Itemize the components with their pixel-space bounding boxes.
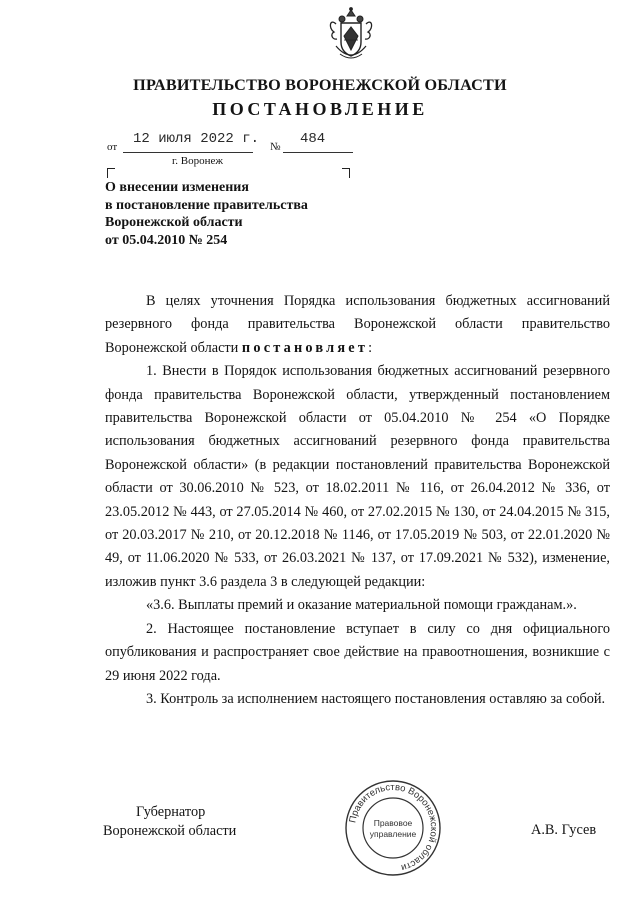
paragraph-3: 3. Контроль за исполнением настоящего постановления оставляю за собой. <box>146 690 606 707</box>
paragraph-2: 2. Настоящее постановление вступает в силу со дня официального опубликования и распространяет свое действие на правоотношения, возникшие с 29 июня 2022 года. <box>105 620 610 684</box>
resolves-word: постановляет <box>241 339 369 356</box>
coat-of-arms-icon <box>326 6 376 66</box>
paragraph-1: 1. Внести в Порядок использования бюджетных ассигнований резервного фонда правительства Воронежской области, утвержденный постановлением правительства Воронежской области от 05.04.2010 № 254 «О Порядке использования бюджетных ассигнований резервного фонда правительства Воронежской области» (в редакции постановлений правительства Воронежской области от 30.06.2010 № 523, от 18.02.2011 № 116, от 26.04.2012 № 336, от 23.05.2012 № 443, от 27.05.2014 № 460, от 27.02.2015 № 130, от 24.04.2015 № 315, от 20.03.2017 № 210, от 20.12.2018 № 1146, от 17.05.2019 № 503, от 22.01.2020 № 49, от 11.06.2020 № 533, от 26.03.2021 № 137, от 17.09.2021 № 532), изменение, изложив пункт 3.6 раздела 3 в следующей редакции: <box>105 363 610 590</box>
subject-corner-left <box>107 168 115 178</box>
number-prefix: № <box>270 141 281 153</box>
resolves-colon: : <box>368 339 373 356</box>
stamp-center-line2: управление <box>369 829 417 839</box>
stamp-center-line1: Правовое <box>373 818 413 828</box>
signatory-name: А.В. Гусев <box>531 822 597 838</box>
signatory-title-line1: Губернатор <box>136 804 206 820</box>
subject-line: О внесении изменения <box>105 180 249 195</box>
number-underline <box>283 152 353 153</box>
document-body <box>105 290 610 711</box>
preamble-text: В целях уточнения Порядка использования бюджетных ассигнований резервного фонда правительства Воронежской области правительство Воронежской области <box>105 293 610 356</box>
subject-corner-right <box>342 168 350 178</box>
document-type: ПОСТАНОВЛЕНИЕ <box>212 99 428 119</box>
date-prefix: от <box>107 141 118 153</box>
preamble-paragraph <box>105 290 610 360</box>
document-city: г. Воронеж <box>172 155 223 167</box>
signatory-title <box>103 803 236 841</box>
document-subject <box>105 179 365 249</box>
document-number: 484 <box>300 131 326 147</box>
date-underline <box>123 152 253 153</box>
document-date: 12 июля 2022 г. <box>133 131 260 147</box>
signatory-title-line2: Воронежской области <box>103 823 237 839</box>
subject-line: Воронежской области <box>105 215 243 230</box>
subject-line: в постановление правительства <box>105 197 308 213</box>
paragraph-1-quote: «3.6. Выплаты премий и оказание материальной помощи гражданам.». <box>146 597 577 614</box>
stamp-ring-text: Правительство Воронежской области <box>347 781 440 874</box>
organization-title: ПРАВИТЕЛЬСТВО ВОРОНЕЖСКОЙ ОБЛАСТИ <box>133 76 507 94</box>
legal-department-stamp <box>343 778 443 878</box>
subject-line: от 05.04.2010 № 254 <box>105 232 228 248</box>
